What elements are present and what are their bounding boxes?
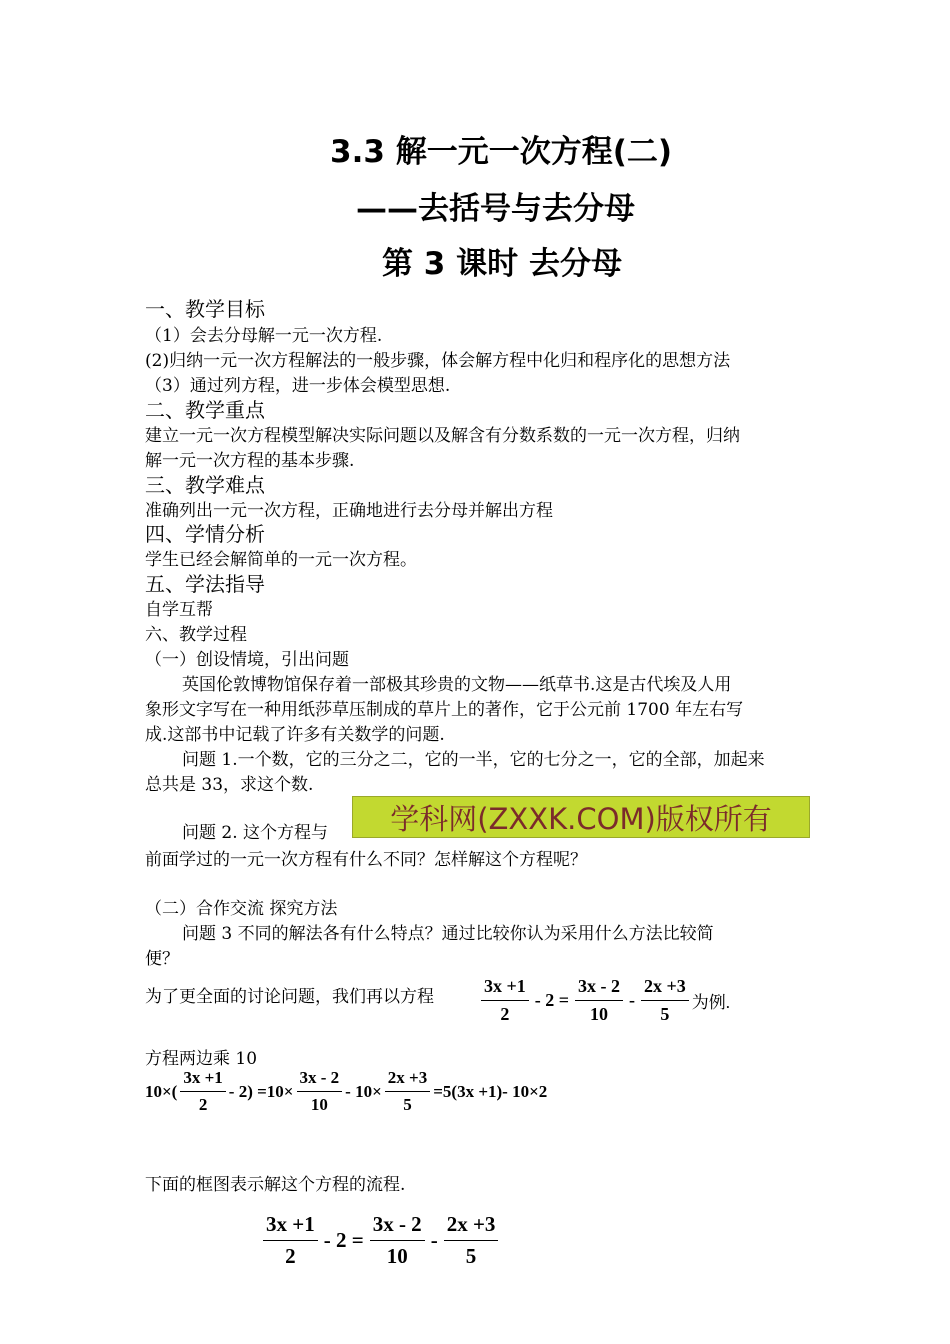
fraction bbox=[297, 1068, 343, 1115]
denominator: 5 bbox=[660, 1004, 670, 1024]
fraction bbox=[180, 1068, 225, 1115]
equation-flowchart-start bbox=[260, 1212, 501, 1269]
denominator: 5 bbox=[403, 1095, 412, 1114]
equation-inline bbox=[478, 976, 730, 1025]
numerator: 3x - 2 bbox=[575, 976, 623, 1001]
fraction bbox=[641, 976, 689, 1025]
numerator: 2x +3 bbox=[385, 1068, 430, 1092]
watermark-banner: 学科网(ZXXK.COM)版权所有 bbox=[352, 796, 810, 838]
paragraph-line: 前面学过的一元一次方程有什么不同？怎样解这个方程呢？ bbox=[145, 850, 587, 870]
equation-multiplied bbox=[145, 1068, 547, 1115]
operator: - 2 = bbox=[323, 1228, 364, 1252]
operator: - 2) =10× bbox=[228, 1081, 294, 1101]
paragraph-line: 准确列出一元一次方程，正确地进行去分母并解出方程 bbox=[145, 501, 553, 521]
paragraph-line: 解一元一次方程的基本步骤. bbox=[145, 451, 355, 471]
paragraph-line: 建立一元一次方程模型解决实际问题以及解含有分数系数的一元一次方程，归纳 bbox=[145, 426, 740, 446]
paragraph-line: 总共是 33，求这个数. bbox=[145, 775, 314, 795]
operator: - bbox=[629, 990, 636, 1010]
paragraph-line: 问题 2. 这个方程与 bbox=[182, 823, 329, 843]
paragraph-line: 学生已经会解简单的一元一次方程。 bbox=[145, 550, 417, 570]
numerator: 3x +1 bbox=[263, 1212, 318, 1241]
doc-subtitle: ——去括号与去分母 bbox=[356, 191, 635, 227]
section-heading: 五、学法指导 bbox=[145, 572, 265, 596]
denominator: 10 bbox=[386, 1244, 408, 1268]
paragraph-line: 自学互帮 bbox=[145, 600, 213, 620]
fraction bbox=[370, 1212, 425, 1269]
paragraph-line: (2)归纳一元一次方程解法的一般步骤，体会解方程中化归和程序化的思想方法 bbox=[145, 351, 731, 371]
operator: - bbox=[430, 1228, 438, 1252]
section-heading: 二、教学重点 bbox=[145, 398, 265, 422]
denominator: 5 bbox=[465, 1244, 477, 1268]
section-heading: 三、教学难点 bbox=[145, 473, 265, 497]
paragraph-line: 方程两边乘 10 bbox=[145, 1049, 258, 1069]
operator: =5(3x +1)- 10×2 bbox=[433, 1081, 548, 1101]
lesson-title: 第 3 课时 去分母 bbox=[382, 246, 622, 282]
paragraph-line: 象形文字写在一种用纸莎草压制成的草片上的著作，它于公元前 1700 年左右写 bbox=[145, 700, 744, 720]
section-heading: 四、学情分析 bbox=[145, 522, 265, 546]
paragraph-line: 问题 1.一个数，它的三分之二，它的一半，它的七分之一，它的全部，加起来 bbox=[182, 750, 765, 770]
paragraph-line: 为了更全面的讨论问题，我们再以方程 bbox=[145, 987, 434, 1007]
fraction bbox=[263, 1212, 318, 1269]
numerator: 3x +1 bbox=[481, 976, 529, 1001]
paragraph-line: 成.这部书中记载了许多有关数学的问题. bbox=[145, 725, 445, 745]
fraction bbox=[481, 976, 529, 1025]
subsection-heading: （一）创设情境，引出问题 bbox=[145, 650, 349, 670]
numerator: 3x - 2 bbox=[297, 1068, 343, 1092]
numerator: 3x +1 bbox=[180, 1068, 225, 1092]
denominator: 2 bbox=[500, 1004, 510, 1024]
numerator: 2x +3 bbox=[444, 1212, 499, 1241]
subsection-heading: （二）合作交流 探究方法 bbox=[145, 899, 338, 919]
paragraph-line: 问题 3 不同的解法各有什么特点？通过比较你认为采用什么方法比较简 bbox=[182, 924, 714, 944]
numerator: 2x +3 bbox=[641, 976, 689, 1001]
paragraph-line: 下面的框图表示解这个方程的流程. bbox=[145, 1175, 406, 1195]
fraction bbox=[575, 976, 623, 1025]
operator: - 10× bbox=[345, 1081, 382, 1101]
denominator: 2 bbox=[285, 1244, 296, 1268]
denominator: 10 bbox=[310, 1095, 328, 1114]
paragraph-line: 便？ bbox=[145, 949, 179, 969]
section-heading: 六、教学过程 bbox=[145, 625, 247, 645]
paragraph-line: （3）通过列方程，进一步体会模型思想. bbox=[145, 376, 451, 396]
doc-title: 3.3 解一元一次方程(二) bbox=[330, 134, 673, 170]
fraction bbox=[385, 1068, 430, 1115]
fraction bbox=[444, 1212, 499, 1269]
equation-suffix: 为例. bbox=[691, 993, 731, 1012]
section-heading: 一、教学目标 bbox=[145, 297, 265, 321]
denominator: 2 bbox=[198, 1095, 208, 1114]
paragraph-line: （1）会去分母解一元一次方程. bbox=[145, 326, 383, 346]
paragraph-line: 英国伦敦博物馆保存着一部极其珍贵的文物——纸草书.这是古代埃及人用 bbox=[182, 675, 732, 695]
operator: - 2 = bbox=[534, 990, 570, 1010]
denominator: 10 bbox=[590, 1004, 609, 1024]
numerator: 3x - 2 bbox=[370, 1212, 425, 1241]
operator: 10×( bbox=[145, 1081, 178, 1101]
